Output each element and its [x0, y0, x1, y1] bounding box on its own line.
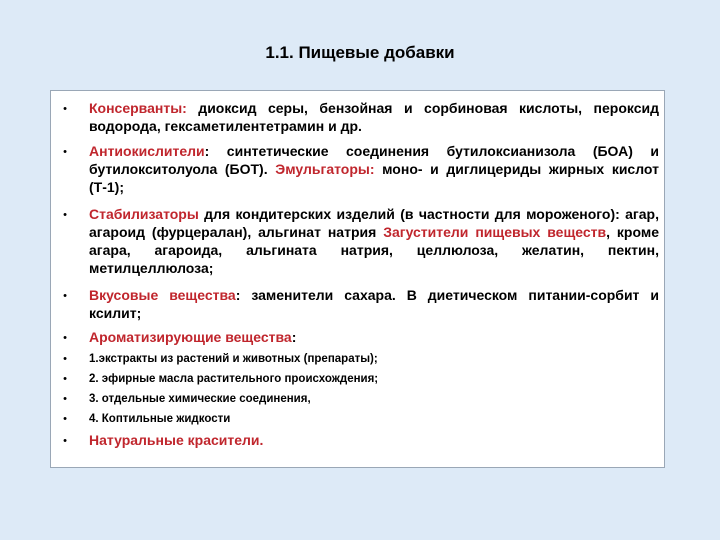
item-text: 4. Коптильные жидкости — [89, 413, 231, 425]
item-description-secondary: , кроме агара, агароида, альгината натрия, целлюлоза, желатин, пектин, метилцеллюлоза; — [89, 224, 659, 276]
item-text — [89, 205, 659, 277]
item-text — [89, 328, 659, 346]
item-text: 2. эфирные масла растительного происхождения; — [89, 373, 379, 385]
item-term: Натуральные красители. — [89, 432, 264, 448]
bullet: • — [63, 393, 67, 405]
item-term: Консерванты: — [89, 100, 187, 116]
item-text: 1.экстракты из растений и животных (препараты); — [89, 353, 378, 365]
item-term: Ароматизирующие вещества — [89, 329, 292, 345]
item-term: Антиокислители — [89, 143, 205, 159]
bullet: • — [63, 353, 67, 365]
item-description: : — [291, 329, 297, 345]
bullet: • — [63, 209, 67, 221]
item-text — [89, 431, 659, 449]
item-text — [89, 99, 659, 135]
bullet: • — [63, 435, 67, 447]
bullet: • — [63, 332, 67, 344]
content-box — [50, 90, 665, 468]
item-text — [89, 286, 659, 322]
bullet: • — [63, 373, 67, 385]
item-text: 3. отдельные химические соединения, — [89, 393, 311, 405]
bullet: • — [63, 290, 67, 302]
item-description-secondary: моно- и диглицериды жирных кислот (Т-1); — [89, 161, 659, 195]
item-text — [89, 142, 659, 196]
bullet: • — [63, 413, 67, 425]
item-description: : синтетические соединения бутилоксианизола (БОА) и бутилокситолуола (БОТ). — [89, 143, 659, 177]
item-term: Стабилизаторы — [89, 206, 199, 222]
item-term-secondary: Эмульгаторы: — [275, 161, 375, 177]
bullet: • — [63, 103, 67, 115]
item-term: Вкусовые вещества — [89, 287, 236, 303]
item-term-secondary: Загустители пищевых веществ — [383, 224, 607, 240]
item-description: : заменители сахара. В диетическом питании-сорбит и ксилит; — [89, 287, 659, 321]
item-description: для кондитерских изделий (в частности для мороженого): агар, агароид (фурцералан), альгинат натрия — [89, 206, 659, 240]
bullet: • — [63, 146, 67, 158]
slide-title: 1.1. Пищевые добавки — [265, 43, 455, 62]
item-description: диоксид серы, бензойная и сорбиновая кислоты, пероксид водорода, гексаметилентетрамин и др. — [89, 100, 659, 134]
